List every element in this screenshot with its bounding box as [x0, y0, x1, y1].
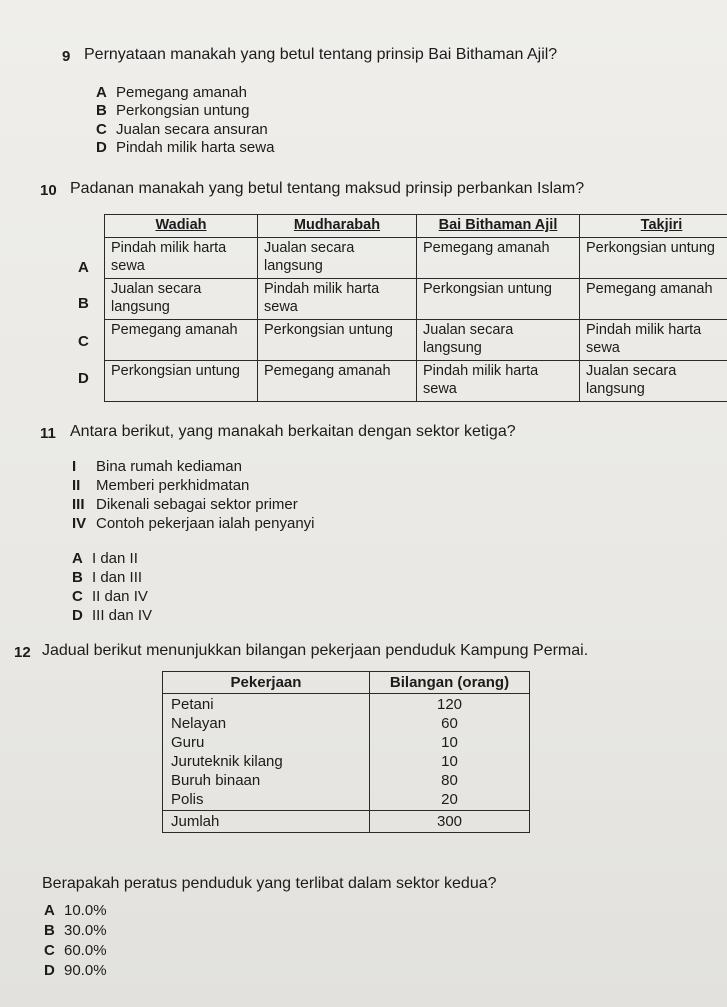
table-cell: Pindah milik harta sewa [105, 238, 258, 279]
table-cell: Perkongsian untung [105, 361, 258, 402]
q11-statement-3: III Dikenali sebagai sektor primer [72, 496, 298, 513]
job-item: Petani [171, 696, 214, 713]
table-row [105, 320, 727, 361]
count-item: 120 [436, 696, 463, 713]
table-cell: Pindah milik harta sewa [580, 320, 727, 361]
q10-row-label-d: D [78, 370, 89, 387]
header-bilangan: Bilangan (orang) [370, 672, 530, 694]
table-row [105, 279, 727, 320]
q12-option-a: A 10.0% [44, 902, 107, 919]
q9-text: Pernyataan manakah yang betul tentang prinsip Bai Bithaman Ajil? [84, 46, 558, 63]
q10-number: 10 [40, 182, 57, 199]
q10-matching-table [104, 214, 727, 402]
q9-number: 9 [62, 48, 71, 65]
q10-row-label-b: B [78, 295, 89, 312]
count-item: 10 [441, 734, 458, 751]
header-wadiah: Wadiah [105, 215, 258, 238]
header-takjiri: Takjiri [580, 215, 727, 238]
table-cell: Perkongsian untung [258, 320, 417, 361]
q11-option-c: C II dan IV [72, 588, 148, 605]
q11-statement-2: II Memberi perkhidmatan [72, 477, 250, 494]
q11-option-d: D III dan IV [72, 607, 153, 624]
header-bai-bithaman-ajil: Bai Bithaman Ajil [417, 215, 580, 238]
q10-row-label-c: C [78, 333, 89, 350]
table-row [105, 361, 727, 402]
q12-question: Berapakah peratus penduduk yang terlibat dalam sektor kedua? [42, 875, 497, 892]
q11-option-b: B I dan III [72, 569, 143, 586]
q12-occupation-table [162, 671, 530, 833]
job-item: Nelayan [171, 715, 227, 732]
count-item: 10 [441, 753, 458, 770]
counts-column [370, 694, 530, 811]
q11-text: Antara berikut, yang manakah berkaitan dengan sektor ketiga? [70, 423, 516, 440]
total-value: 300 [370, 811, 530, 833]
q12-option-c: C 60.0% [44, 942, 107, 959]
q12-option-d: D 90.0% [44, 962, 107, 979]
count-item: 20 [441, 791, 458, 808]
table-row [105, 238, 727, 279]
total-label: Jumlah [163, 811, 370, 833]
q12-text: Jadual berikut menunjukkan bilangan pekerjaan penduduk Kampung Permai. [42, 642, 589, 659]
q10-row-label-a: A [78, 259, 89, 276]
job-item: Juruteknik kilang [171, 753, 283, 770]
table-row [163, 694, 530, 811]
table-total-row [163, 811, 530, 833]
header-pekerjaan: Pekerjaan [163, 672, 370, 694]
table-cell: Jualan secara langsung [417, 320, 580, 361]
q10-text: Padanan manakah yang betul tentang maksud prinsip perbankan Islam? [70, 180, 585, 197]
job-item: Guru [171, 734, 205, 751]
table-cell: Pindah milik harta sewa [417, 361, 580, 402]
q11-statement-1: I Bina rumah kediaman [72, 458, 242, 475]
q11-number: 11 [40, 425, 56, 442]
q11-option-a: A I dan II [72, 550, 138, 567]
table-cell: Perkongsian untung [580, 238, 727, 279]
table-header-row [163, 672, 530, 694]
job-item: Buruh binaan [171, 772, 261, 789]
jobs-column [163, 694, 370, 811]
header-mudharabah: Mudharabah [258, 215, 417, 238]
q12-option-b: B 30.0% [44, 922, 107, 939]
table-cell: Jualan secara langsung [580, 361, 727, 402]
q9-option-c: C Jualan secara ansuran [96, 121, 268, 138]
table-cell: Pemegang amanah [105, 320, 258, 361]
table-cell: Jualan secara langsung [105, 279, 258, 320]
table-cell: Jualan secara langsung [258, 238, 417, 279]
job-item: Polis [171, 791, 204, 808]
q9-option-a: A Pemegang amanah [96, 84, 247, 101]
table-cell: Perkongsian untung [417, 279, 580, 320]
q9-option-b: B Perkongsian untung [96, 102, 250, 119]
table-header-row [105, 215, 727, 238]
table-cell: Pemegang amanah [258, 361, 417, 402]
q11-statement-4: IV Contoh pekerjaan ialah penyanyi [72, 515, 315, 532]
count-item: 60 [441, 715, 458, 732]
count-item: 80 [441, 772, 458, 789]
table-cell: Pindah milik harta sewa [258, 279, 417, 320]
table-cell: Pemegang amanah [580, 279, 727, 320]
q12-number: 12 [14, 644, 31, 661]
q9-option-d: D Pindah milik harta sewa [96, 139, 275, 156]
table-cell: Pemegang amanah [417, 238, 580, 279]
